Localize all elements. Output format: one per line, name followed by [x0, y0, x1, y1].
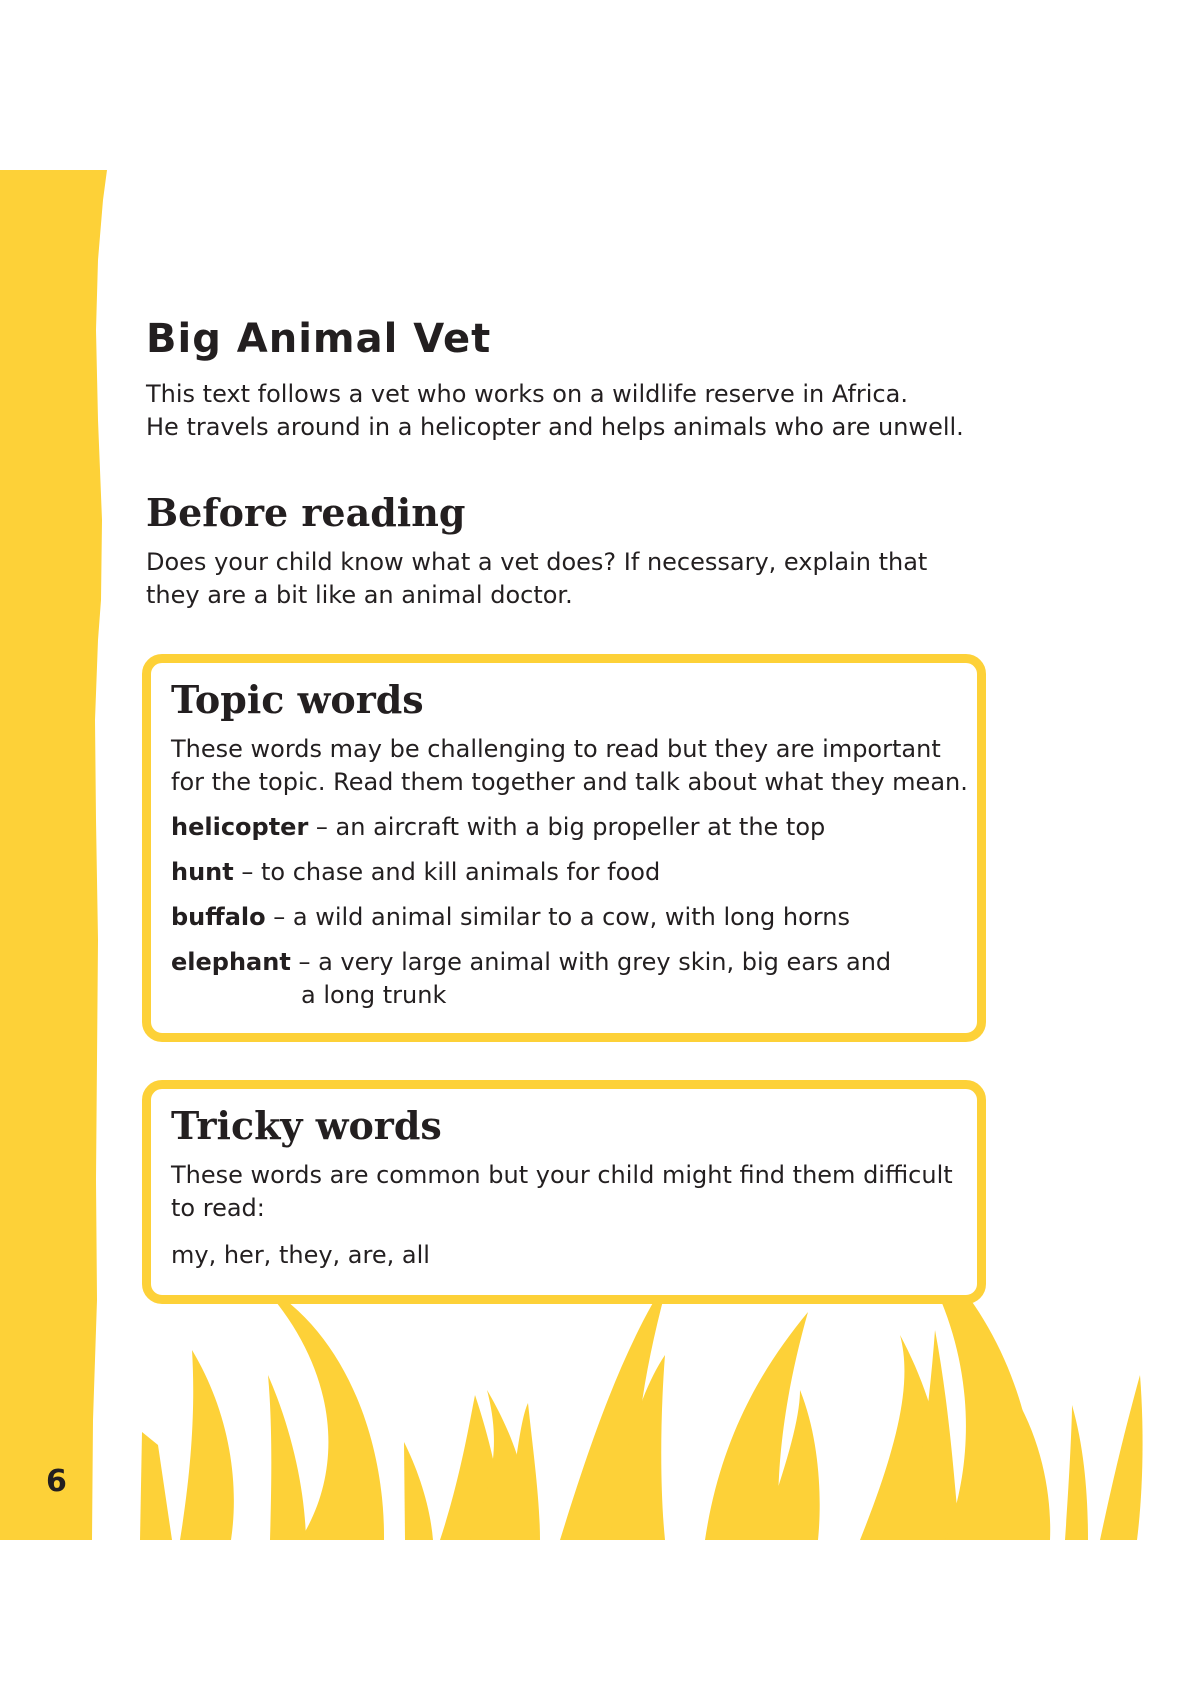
topic-words-box [142, 654, 986, 1042]
topic-word-definition: – to chase and kill animals for food [233, 858, 661, 886]
topic-words-intro [171, 733, 968, 799]
topic-word-definition: – a very large animal with grey skin, big ears and [290, 948, 892, 976]
topic-words-intro-line: for the topic. Read them together and talk about what they mean. [171, 768, 968, 796]
topic-words-list [171, 811, 957, 1012]
page-number: 6 [46, 1464, 67, 1499]
topic-word-definition-continued: a long trunk [301, 981, 447, 1009]
tricky-words-intro-line: These words are common but your child might find them difficult [171, 1161, 953, 1189]
topic-word-item [171, 901, 957, 934]
topic-word-definition: – a wild animal similar to a cow, with long horns [265, 903, 850, 931]
intro-line: This text follows a vet who works on a wildlife reserve in Africa. [146, 380, 908, 408]
tricky-words-intro [171, 1159, 957, 1225]
before-reading-heading: Before reading [146, 490, 466, 535]
tricky-words-list: my, her, they, are, all [171, 1241, 430, 1269]
before-reading-line: Does your child know what a vet does? If necessary, explain that [146, 548, 928, 576]
page-title: Big Animal Vet [146, 316, 492, 362]
tricky-words-intro-line: to read: [171, 1194, 265, 1222]
before-reading-text [146, 546, 1006, 612]
topic-word-item [171, 811, 957, 844]
topic-word-item [171, 946, 957, 1012]
tricky-words-box [142, 1080, 986, 1304]
topic-word-item [171, 856, 957, 889]
before-reading-section [146, 490, 1006, 612]
intro-line: He travels around in a helicopter and helps animals who are unwell. [146, 413, 964, 441]
left-stripe-shape [0, 170, 107, 1540]
topic-words-heading: Topic words [171, 677, 424, 722]
intro-paragraph [146, 378, 1006, 444]
topic-word-term: buffalo [171, 903, 266, 931]
topic-words-intro-line: These words may be challenging to read but they are important [171, 735, 941, 763]
before-reading-line: they are a bit like an animal doctor. [146, 581, 573, 609]
topic-word-term: hunt [171, 858, 234, 886]
topic-word-term: helicopter [171, 813, 309, 841]
topic-word-definition: – an aircraft with a big propeller at the top [308, 813, 826, 841]
tricky-words-heading: Tricky words [171, 1103, 442, 1148]
topic-word-term: elephant [171, 948, 291, 976]
